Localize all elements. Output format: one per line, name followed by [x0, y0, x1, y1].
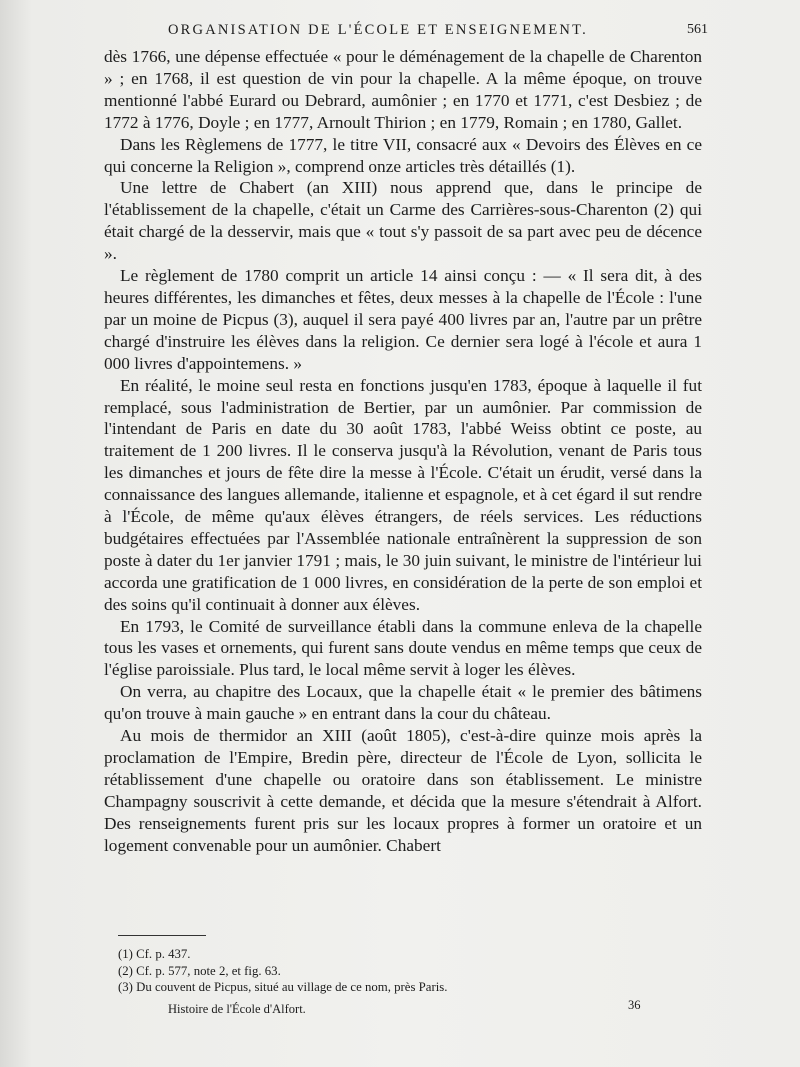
paragraph-2: Dans les Règlemens de 1777, le titre VII, consacré aux « Devoirs des Élèves en ce qui concerne la Religion », comprend onze articles très détaillés (1). — [104, 134, 702, 176]
paragraph-3: Une lettre de Chabert (an XIII) nous apprend que, dans le principe de l'établissement de la chapelle, c'était un Carme des Carrières-sous-Charenton (2) qui était chargé de la desservir, mais que « tout s'y passoit de sa part avec peu de décence ». — [104, 178, 702, 264]
footnote-1: (1) Cf. p. 437. — [118, 947, 191, 961]
paragraph-8: Au mois de thermidor an XIII (août 1805), c'est-à-dire quinze mois après la proclamation de l'Empire, Bredin père, directeur de l'École de Lyon, sollicita le rétablissement d'une chapelle ou oratoire dans son établissement. Le ministre Champagny souscrivit à cette demande, et décida que la mesure s'étendrait à Alfort. Des renseignements furent pris sur les locaux propres à former un oratoire et un logement convenable pour un aumônier. Chabert — [104, 726, 702, 855]
page-number: 561 — [687, 22, 708, 37]
footnote-3: (3) Du couvent de Picpus, situé au village de ce nom, près Paris. — [118, 980, 448, 994]
paragraph-6: En 1793, le Comité de surveillance établi dans la commune enleva de la chapelle tous les vases et ornements, qui furent sans doute vendus en même temps que ceux de l'église paroissiale. Plus tard, le local même servit à loger les élèves. — [104, 616, 702, 680]
book-title-signature: Histoire de l'École d'Alfort. — [168, 1002, 306, 1016]
footnotes — [118, 946, 678, 996]
paragraph-7: On verra, au chapitre des Locaux, que la chapelle était « le premier des bâtimens qu'on trouve à main gauche » en entrant dans la cour du château. — [104, 682, 702, 724]
running-title: ORGANISATION DE L'ÉCOLE ET ENSEIGNEMENT. — [168, 22, 588, 38]
paragraph-5: En réalité, le moine seul resta en fonctions jusqu'en 1783, époque à laquelle il fut remplacé, sous l'administration de Bertier, par un aumônier. Par commission de l'intendant de Paris en date du 30 août 1783, l'abbé Weiss obtint ce poste, au traitement de 1 200 livres. Il le conserva jusqu'à la Révolution, venant de Paris tous les dimanches et jours de fête dire la messe à l'École. C'était un érudit, versé dans la connaissance des langues allemande, italienne et espagnole, et à cet égard il sut rendre à l'École, de même qu'aux élèves étrangers, de réels services. Les réductions budgétaires effectuées par l'Assemblée nationale entraînèrent la suppression de son poste à dater du 1er janvier 1791 ; mais, le 30 juin suivant, le ministre de l'intérieur lui accorda une gratification de 1 000 livres, en considération de la perte de son emploi et des soins qu'il continuait à donner aux élèves. — [104, 375, 702, 614]
signature-number: 36 — [628, 998, 641, 1012]
running-header — [108, 22, 708, 46]
paragraph-1: dès 1766, une dépense effectuée « pour le déménagement de la chapelle de Charenton » ; en 1768, il est question de vin pour la chapelle. A la même époque, on trouve mentionné l'abbé Eurard ou Debrard, aumônier ; en 1770 et 1771, c'est Desbiez ; de 1772 à 1776, Doyle ; en 1777, Arnoult Thirion ; en 1779, Romain ; en 1780, Gallet. — [104, 47, 702, 132]
paragraph-4: Le règlement de 1780 comprit un article 14 ainsi conçu : — « Il sera dit, à des heures différentes, les dimanches et fêtes, deux messes à la chapelle de l'École : l'une par un moine de Picpus (3), auquel il sera payé 400 livres par an, l'autre par un prêtre chargé d'instruire les élèves dans la religion. Ce dernier sera logé à l'école et aura 1 000 livres d'appointemens. » — [104, 266, 702, 373]
footnote-2: (2) Cf. p. 577, note 2, et fig. 63. — [118, 963, 281, 978]
body-text — [104, 46, 702, 857]
footnote-rule — [118, 935, 206, 936]
